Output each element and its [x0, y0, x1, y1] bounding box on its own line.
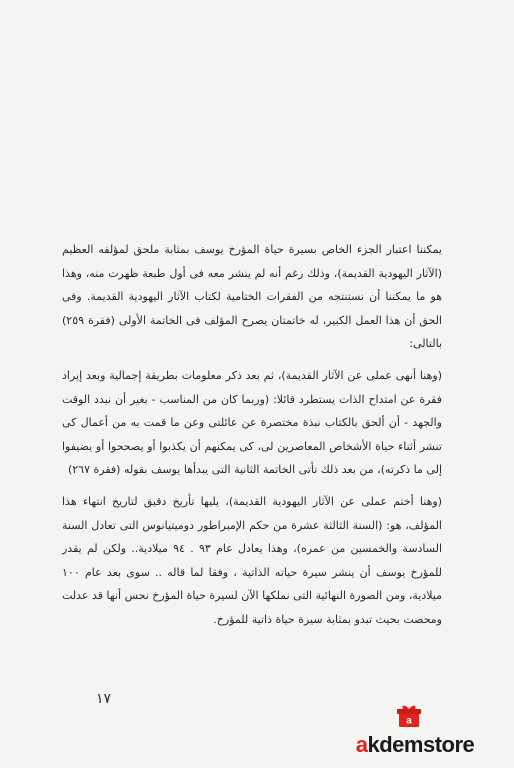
- gift-box-icon: [396, 704, 422, 728]
- svg-text:a: a: [406, 715, 412, 727]
- store-logo-wordmark: [340, 732, 490, 758]
- paragraph-1: يمكننا اعتبار الجزء الخاص بسيرة حياة المؤرخ يوسف بمثابة ملحق لمؤلفه العظيم (الآثار اليهودية القديمة)، وذلك رغم أنه لم ينشر معه فى أول طبعة ظهرت منه، وهذا هو ما يمكننا أن نستنتجه من الفقرات الختامية لكتاب الآثار اليهودية القديمة. وفى الحق أن هذا العمل الكبير، له خاتمتان يصرح المؤلف فى الخاتمة الأولى (فقرة ٢٥٩) بالتالى:: [62, 243, 442, 351]
- paragraph-2: (وهنا أنهى عملى عن الآثار القديمة)، ثم بعد ذكر معلومات بطريقة إجمالية وبعد إيراد فقرة عن امتداح الذات يستطرد قائلا: (وربما كان من المناسب - بغير أن نبدد الوقت والجهد - أن ألحق بالكتاب نبذة مختصرة عن عائلتى وعن ما قمت به من أعمال كى تنشر أثناء حياة الأشخاص المعاصرين لى، كى يمكنهم أن يكذبوا أو يصححوا أو يضيفوا إلى ما ذكرته)، من بعد ذلك تأتى الخاتمة الثانية التى يبدأها يوسف بقوله (فقرة ٢٦٧): [62, 368, 442, 477]
- paragraph-3: (وهنا أختم عملى عن الآثار اليهودية القديمة)، يليها تأريخ دقيق لتاريخ انتهاء هذا المؤلف، هو: (السنة الثالثة عشرة من حكم الإمبراطور دوميتيانوس التى تعادل السنة السادسة والخمسين من عمره)، وهذا يعادل عام ٩٣ . ٩٤ ميلادية.. ولكن لم يقدر للمؤرخ يوسف أن ينشر سيرة حياته الذاتية ، وفقا لما قاله .. سوى بعد عام ١٠٠ ميلادية، ومن الصورة النهائية التى نملكها الآن لسيرة حياة المؤرخ نحس أنها قد عدلت ومحصت بحيث تبدو بمثابة سيرة حياة ذاتية للمؤرخ.: [62, 494, 443, 626]
- body-text: [62, 238, 442, 632]
- page-number: ١٧: [96, 691, 112, 707]
- logo-wordmark-rest: kdemstore: [367, 732, 475, 757]
- logo-accent-letter: a: [355, 732, 368, 757]
- store-logo: [340, 704, 490, 760]
